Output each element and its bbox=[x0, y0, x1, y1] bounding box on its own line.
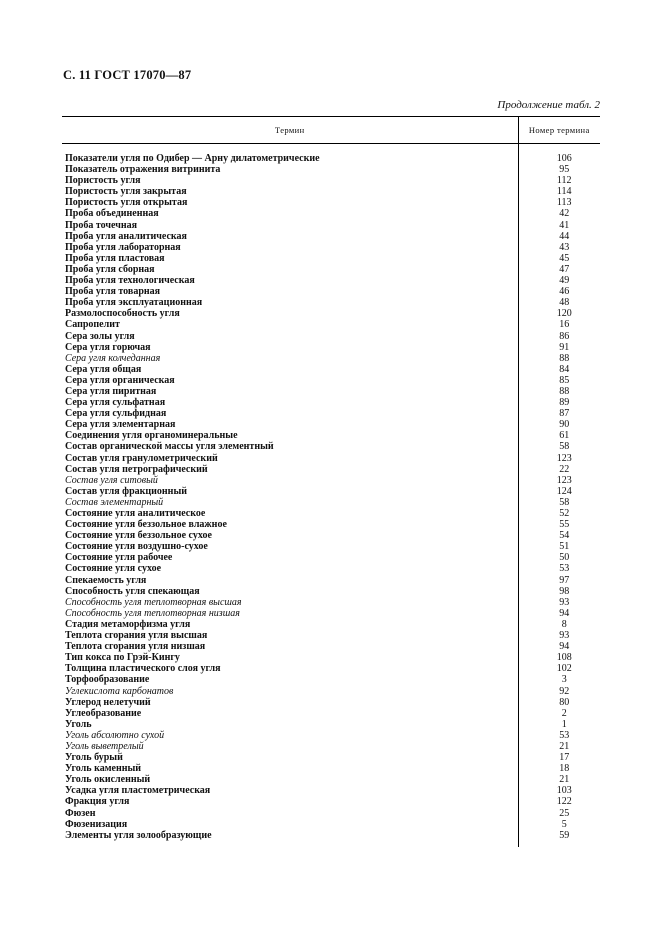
term-number-cell: 123 bbox=[518, 453, 600, 464]
term-number-cell: 84 bbox=[518, 364, 600, 375]
term-cell: Проба угля лабораторная bbox=[65, 241, 181, 253]
table-row bbox=[62, 186, 600, 197]
term-cell: Усадка угля пластометрическая bbox=[65, 785, 211, 797]
term-cell: Уголь бурый bbox=[65, 752, 123, 764]
table-row bbox=[62, 353, 600, 364]
term-cell: Соединения угля органоминеральные bbox=[65, 430, 238, 442]
term-cell: Сапропелит bbox=[65, 319, 120, 331]
table-row bbox=[62, 530, 600, 541]
term-number-cell: 3 bbox=[518, 674, 600, 685]
column-header-term: Термин bbox=[62, 117, 518, 144]
term-number-cell: 21 bbox=[518, 741, 600, 752]
term-cell: Проба угля эксплуатационная bbox=[65, 297, 203, 309]
table-row bbox=[62, 386, 600, 397]
term-cell: Способность угля теплотворная низшая bbox=[65, 607, 240, 619]
table-row bbox=[62, 752, 600, 763]
page-header: С. 11 ГОСТ 17070—87 bbox=[63, 68, 192, 82]
table-row bbox=[62, 830, 600, 841]
term-number-cell: 80 bbox=[518, 697, 600, 708]
term-cell: Пористость угля открытая bbox=[65, 197, 188, 209]
term-number-cell: 98 bbox=[518, 586, 600, 597]
term-cell: Сера угля колчеданная bbox=[65, 352, 161, 364]
table-row bbox=[62, 552, 600, 563]
table-row bbox=[62, 375, 600, 386]
term-number-cell: 51 bbox=[518, 541, 600, 552]
term-number-cell: 97 bbox=[518, 575, 600, 586]
column-header-number: Номер термина bbox=[518, 117, 600, 144]
term-number-cell: 103 bbox=[518, 785, 600, 796]
table-row bbox=[62, 464, 600, 475]
term-number-cell: 44 bbox=[518, 231, 600, 242]
term-number-cell: 18 bbox=[518, 763, 600, 774]
term-number-cell: 124 bbox=[518, 486, 600, 497]
table-row bbox=[62, 652, 600, 663]
term-number-cell: 106 bbox=[518, 153, 600, 164]
table-row bbox=[62, 231, 600, 242]
term-cell: Сера золы угля bbox=[65, 330, 135, 342]
table-row bbox=[62, 663, 600, 674]
term-cell: Сера угля пиритная bbox=[65, 385, 157, 397]
term-number-cell: 53 bbox=[518, 730, 600, 741]
term-number-cell: 95 bbox=[518, 164, 600, 175]
term-number-cell: 2 bbox=[518, 708, 600, 719]
table-row bbox=[62, 486, 600, 497]
table-row bbox=[62, 364, 600, 375]
table-row bbox=[62, 763, 600, 774]
term-cell: Сера угля органическая bbox=[65, 374, 175, 386]
table-row bbox=[62, 453, 600, 464]
term-number-cell: 53 bbox=[518, 563, 600, 574]
table-continuation-label: Продолжение табл. 2 bbox=[497, 99, 600, 111]
term-number-cell: 92 bbox=[518, 686, 600, 697]
table-row bbox=[62, 774, 600, 785]
term-number-cell: 89 bbox=[518, 397, 600, 408]
table-row bbox=[62, 308, 600, 319]
term-number-cell: 93 bbox=[518, 630, 600, 641]
term-cell: Проба угля технологическая bbox=[65, 275, 195, 287]
term-number-cell: 112 bbox=[518, 175, 600, 186]
term-cell: Проба угля товарная bbox=[65, 286, 161, 298]
term-cell: Состав угля петрографический bbox=[65, 463, 208, 475]
table-row bbox=[62, 475, 600, 486]
term-cell: Проба угля пластовая bbox=[65, 252, 165, 264]
term-cell: Фракция угля bbox=[65, 796, 130, 808]
term-cell: Стадия метаморфизма угля bbox=[65, 618, 191, 630]
table-row bbox=[62, 175, 600, 186]
table-row bbox=[62, 608, 600, 619]
term-number-cell: 61 bbox=[518, 430, 600, 441]
table-row bbox=[62, 808, 600, 819]
table-row bbox=[62, 686, 600, 697]
term-number-cell: 54 bbox=[518, 530, 600, 541]
term-cell: Толщина пластического слоя угля bbox=[65, 663, 221, 675]
table-row bbox=[62, 264, 600, 275]
term-number-cell: 47 bbox=[518, 264, 600, 275]
table-row bbox=[62, 319, 600, 330]
table-row bbox=[62, 785, 600, 796]
term-cell: Проба объединенная bbox=[65, 208, 159, 220]
term-cell: Проба точечная bbox=[65, 219, 138, 231]
table-row bbox=[62, 641, 600, 652]
table-header-row bbox=[62, 117, 600, 144]
term-cell: Пористость угля закрытая bbox=[65, 186, 187, 198]
term-number-cell: 42 bbox=[518, 208, 600, 219]
term-number-cell: 21 bbox=[518, 774, 600, 785]
table-row bbox=[62, 708, 600, 719]
term-number-cell: 49 bbox=[518, 275, 600, 286]
term-number-cell: 123 bbox=[518, 475, 600, 486]
term-number-cell: 114 bbox=[518, 186, 600, 197]
table-body bbox=[62, 144, 600, 847]
term-cell: Уголь каменный bbox=[65, 763, 142, 775]
term-number-cell: 87 bbox=[518, 408, 600, 419]
term-number-cell: 8 bbox=[518, 619, 600, 630]
term-cell: Показатели угля по Одибер — Арну дилатометрические bbox=[65, 153, 320, 164]
term-cell: Сера угля сульфатная bbox=[65, 397, 166, 409]
term-cell: Элементы угля золообразующие bbox=[65, 829, 212, 841]
term-cell: Состав угля гранулометрический bbox=[65, 452, 218, 464]
term-cell: Уголь окисленный bbox=[65, 774, 151, 786]
table-row bbox=[62, 597, 600, 608]
term-number-cell: 58 bbox=[518, 497, 600, 508]
term-number-cell: 48 bbox=[518, 297, 600, 308]
term-number-cell: 50 bbox=[518, 552, 600, 563]
term-cell: Проба угля аналитическая bbox=[65, 230, 187, 242]
term-cell: Сера угля сульфидная bbox=[65, 408, 167, 420]
term-cell: Способность угля теплотворная высшая bbox=[65, 596, 242, 608]
term-number-cell: 120 bbox=[518, 308, 600, 319]
term-number-cell: 94 bbox=[518, 641, 600, 652]
table-row bbox=[62, 697, 600, 708]
table-row bbox=[62, 153, 600, 164]
table-row bbox=[62, 563, 600, 574]
term-number-cell: 41 bbox=[518, 220, 600, 231]
table-row bbox=[62, 619, 600, 630]
term-number-cell: 93 bbox=[518, 597, 600, 608]
term-number-cell: 5 bbox=[518, 819, 600, 830]
term-cell: Состав угля ситовый bbox=[65, 474, 158, 486]
term-number-cell: 59 bbox=[518, 830, 600, 841]
term-cell: Способность угля спекающая bbox=[65, 585, 200, 597]
terms-index-table bbox=[62, 116, 600, 847]
term-number-cell: 85 bbox=[518, 375, 600, 386]
table-row bbox=[62, 208, 600, 219]
table-row bbox=[62, 508, 600, 519]
term-cell: Уголь абсолютно сухой bbox=[65, 729, 165, 741]
term-cell: Уголь выветрелый bbox=[65, 740, 144, 752]
table-row bbox=[62, 164, 600, 175]
term-cell: Уголь bbox=[65, 718, 92, 730]
term-number-cell: 52 bbox=[518, 508, 600, 519]
table-row bbox=[62, 342, 600, 353]
table-row bbox=[62, 541, 600, 552]
table-row bbox=[62, 220, 600, 231]
term-number-cell: 55 bbox=[518, 519, 600, 530]
table-row bbox=[62, 519, 600, 530]
term-cell: Тип кокса по Грэй-Кингу bbox=[65, 652, 180, 664]
table-row bbox=[62, 586, 600, 597]
term-cell: Теплота сгорания угля высшая bbox=[65, 630, 208, 642]
term-number-cell: 17 bbox=[518, 752, 600, 763]
table-row bbox=[62, 331, 600, 342]
term-number-cell: 1 bbox=[518, 719, 600, 730]
term-cell: Углерод нелетучий bbox=[65, 696, 151, 708]
table-row bbox=[62, 275, 600, 286]
term-cell: Состояние угля сухое bbox=[65, 563, 162, 575]
term-cell: Углеобразование bbox=[65, 707, 142, 719]
table-row bbox=[62, 397, 600, 408]
term-cell: Состав угля фракционный bbox=[65, 485, 188, 497]
term-cell: Проба угля сборная bbox=[65, 263, 155, 275]
table-row bbox=[62, 741, 600, 752]
table-row bbox=[62, 497, 600, 508]
term-cell: Состав органической массы угля элементный bbox=[65, 441, 274, 453]
term-number-cell: 43 bbox=[518, 242, 600, 253]
term-number-cell: 22 bbox=[518, 464, 600, 475]
term-number-cell: 16 bbox=[518, 319, 600, 330]
term-cell: Фюзен bbox=[65, 807, 96, 819]
term-number-cell: 113 bbox=[518, 197, 600, 208]
table-row bbox=[62, 719, 600, 730]
term-cell: Состояние угля беззольное влажное bbox=[65, 519, 227, 531]
table-row bbox=[62, 441, 600, 452]
table-row bbox=[62, 575, 600, 586]
term-number-cell: 25 bbox=[518, 808, 600, 819]
term-cell: Сера угля горючая bbox=[65, 341, 151, 353]
table-row bbox=[62, 819, 600, 830]
term-cell: Спекаемость угля bbox=[65, 574, 147, 586]
table-row bbox=[62, 253, 600, 264]
term-cell: Состояние угля воздушно-сухое bbox=[65, 541, 208, 553]
table-row bbox=[62, 408, 600, 419]
term-number-cell: 91 bbox=[518, 342, 600, 353]
term-cell: Состояние угля аналитическое bbox=[65, 508, 206, 519]
term-number-cell: 90 bbox=[518, 419, 600, 430]
term-cell: Сера угля элементарная bbox=[65, 419, 176, 431]
table-row bbox=[62, 730, 600, 741]
term-number-cell: 45 bbox=[518, 253, 600, 264]
table-row bbox=[62, 796, 600, 807]
table-row bbox=[62, 430, 600, 441]
term-cell: Размолоспособность угля bbox=[65, 308, 180, 320]
term-number-cell: 46 bbox=[518, 286, 600, 297]
term-cell: Сера угля общая bbox=[65, 363, 142, 375]
term-cell: Показатель отражения витринита bbox=[65, 164, 221, 176]
term-cell: Теплота сгорания угля низшая bbox=[65, 641, 206, 653]
term-cell: Состояние угля рабочее bbox=[65, 552, 173, 564]
term-number-cell: 94 bbox=[518, 608, 600, 619]
term-number-cell: 102 bbox=[518, 663, 600, 674]
term-number-cell: 86 bbox=[518, 331, 600, 342]
term-cell: Состав элементарный bbox=[65, 496, 164, 508]
table-row bbox=[62, 630, 600, 641]
term-cell: Пористость угля bbox=[65, 175, 141, 187]
table-row bbox=[62, 197, 600, 208]
table-row bbox=[62, 297, 600, 308]
term-cell: Состояние угля беззольное сухое bbox=[65, 530, 212, 542]
term-cell: Фюзенизация bbox=[65, 818, 128, 830]
table-row bbox=[62, 286, 600, 297]
term-number-cell: 122 bbox=[518, 796, 600, 807]
spacer-row bbox=[62, 144, 600, 154]
term-cell: Углекислота карбонатов bbox=[65, 685, 174, 697]
term-number-cell: 88 bbox=[518, 353, 600, 364]
term-number-cell: 108 bbox=[518, 652, 600, 663]
term-number-cell: 58 bbox=[518, 441, 600, 452]
table-row bbox=[62, 419, 600, 430]
table-row bbox=[62, 674, 600, 685]
table-row bbox=[62, 242, 600, 253]
spacer-row bbox=[62, 841, 600, 847]
term-number-cell: 88 bbox=[518, 386, 600, 397]
term-cell: Торфообразование bbox=[65, 674, 150, 686]
